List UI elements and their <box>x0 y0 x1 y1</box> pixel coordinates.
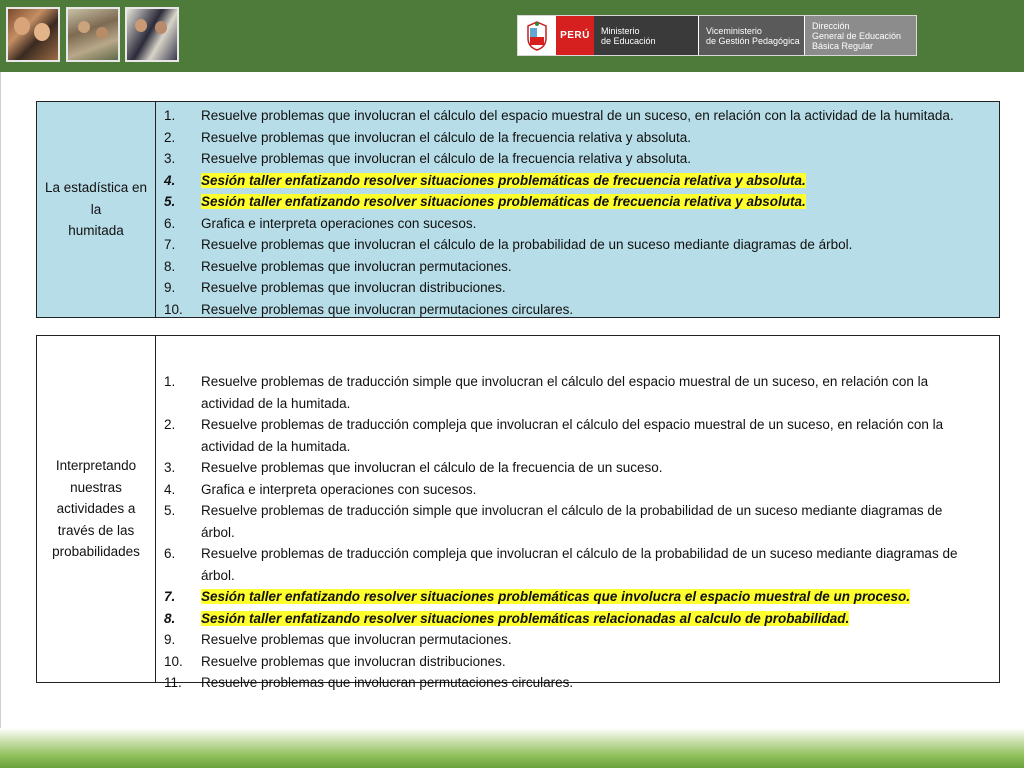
item-number: 9. <box>164 280 176 295</box>
photo-students <box>125 7 179 62</box>
list-item <box>156 479 999 501</box>
topic-line: nuestras <box>70 479 122 495</box>
item-text-content: Resuelve problemas que involucran el cálculo de la probabilidad de un suceso mediante diagramas de árbol. <box>201 237 853 252</box>
table-probabilidades <box>36 335 1000 690</box>
list-item <box>156 457 999 479</box>
item-text-content: Resuelve problemas que involucran distribuciones. <box>201 653 506 669</box>
list-item <box>156 170 999 192</box>
item-number: 5. <box>164 194 176 209</box>
item-text <box>201 299 999 321</box>
footer-band <box>0 728 1024 768</box>
list-item <box>156 299 999 321</box>
item-text <box>201 277 999 299</box>
item-number: 7. <box>164 237 176 252</box>
list-item <box>156 213 999 235</box>
list-item <box>156 191 999 213</box>
item-text-content: Resuelve problemas de traducción simple que involucran el cálculo de la probabilidad de un suceso mediante diagramas de árbol. <box>201 503 943 540</box>
items-cell <box>156 102 999 317</box>
item-text-content: Resuelve problemas que involucran el cálculo de la frecuencia relativa y absoluta. <box>201 129 692 145</box>
item-number: 4. <box>164 481 176 497</box>
item-text <box>201 148 999 170</box>
item-number: 6. <box>164 215 176 231</box>
item-text-content: Resuelve problemas que involucran el cálculo de la frecuencia relativa y absoluta. <box>201 151 692 166</box>
ministry-label: Ministerio de Educación <box>594 16 698 55</box>
item-text-content: Resuelve problemas de traducción simple que involucran el cálculo del espacio muestral de un suceso, en relación con la actividad de la humitada. <box>201 374 929 411</box>
list-item <box>156 234 999 256</box>
list-item <box>156 543 999 586</box>
item-text <box>201 414 999 457</box>
ministry-logo <box>517 15 917 56</box>
topic-line: La estadística en <box>44 180 148 196</box>
item-text-content: Resuelve problemas que involucran permutaciones. <box>201 632 512 647</box>
list-item <box>156 500 999 543</box>
item-text <box>201 213 999 235</box>
list-item <box>156 608 999 630</box>
list-item <box>156 629 999 651</box>
item-text <box>201 256 999 278</box>
item-number: 7. <box>164 589 176 604</box>
item-number: 2. <box>164 417 176 432</box>
item-number: 8. <box>164 610 176 626</box>
item-number: 8. <box>164 258 176 274</box>
list-item <box>156 651 999 673</box>
item-text <box>201 170 999 192</box>
list-item <box>156 148 999 170</box>
photo-children <box>6 7 60 62</box>
item-text-content: Grafica e interpreta operaciones con sucesos. <box>201 215 477 231</box>
item-text-content: Resuelve problemas que involucran el cálculo de la frecuencia de un suceso. <box>201 460 663 475</box>
item-number: 11. <box>164 675 182 690</box>
topic-cell <box>37 102 156 317</box>
list-item <box>156 414 999 457</box>
crest-icon <box>518 16 556 55</box>
items-cell <box>156 336 999 690</box>
item-number: 10. <box>164 301 183 317</box>
topic-line: través de las <box>57 522 135 538</box>
item-number: 1. <box>164 108 176 123</box>
item-number: 9. <box>164 632 176 647</box>
direction-label: Dirección General de Educación Básica Regular <box>804 16 916 55</box>
item-number: 3. <box>164 460 176 475</box>
list-item <box>156 277 999 299</box>
items-list <box>156 105 999 320</box>
item-text <box>201 608 999 630</box>
list-item <box>156 256 999 278</box>
item-text <box>201 479 999 501</box>
item-number: 10. <box>164 653 183 669</box>
item-number: 3. <box>164 151 176 166</box>
item-text <box>201 234 999 256</box>
item-number: 5. <box>164 503 176 518</box>
item-text-content: Resuelve problemas que involucran distribuciones. <box>201 280 506 295</box>
list-item <box>156 371 999 414</box>
viceministry-label: Viceministerio de Gestión Pedagógica <box>698 16 804 55</box>
topic-cell <box>37 336 156 682</box>
topic-line: Interpretando <box>55 458 137 474</box>
highlighted-text: Sesión taller enfatizando resolver situaciones problemáticas de frecuencia relativa y absoluta. <box>201 172 806 188</box>
topic-line: la <box>90 201 102 217</box>
item-text <box>201 127 999 149</box>
items-list <box>156 371 999 694</box>
photo-classroom <box>66 7 120 62</box>
topic-line: humitada <box>68 223 124 239</box>
item-text <box>201 500 999 543</box>
item-text <box>201 629 999 651</box>
item-number: 2. <box>164 129 176 145</box>
list-item <box>156 586 999 608</box>
item-text <box>201 191 999 213</box>
item-text <box>201 105 999 127</box>
list-item <box>156 672 999 694</box>
item-number: 1. <box>164 374 176 389</box>
item-text <box>201 543 999 586</box>
topic-line: probabilidades <box>52 544 140 560</box>
table-estadistica <box>36 101 1000 318</box>
item-text <box>201 457 999 479</box>
list-item <box>156 127 999 149</box>
item-number: 4. <box>164 172 176 188</box>
item-number: 6. <box>164 546 176 561</box>
header-band <box>0 0 1024 72</box>
highlighted-text: Sesión taller enfatizando resolver situaciones problemáticas relacionadas al calculo de probabilidad. <box>201 610 850 626</box>
item-text <box>201 371 999 414</box>
item-text <box>201 651 999 673</box>
slide-edge <box>0 72 1 728</box>
item-text-content: Resuelve problemas de traducción compleja que involucran el cálculo del espacio muestral de un suceso, en relación con la actividad de la humitada. <box>201 417 944 454</box>
item-text-content: Resuelve problemas que involucran permutaciones. <box>201 258 512 274</box>
item-text-content: Resuelve problemas que involucran permutaciones circulares. <box>201 301 574 317</box>
highlighted-text: Sesión taller enfatizando resolver situaciones problemáticas de frecuencia relativa y absoluta. <box>201 194 806 209</box>
topic-line: actividades a <box>56 501 136 517</box>
highlighted-text: Sesión taller enfatizando resolver situaciones problemáticas que involucra el espacio muestral de un proceso. <box>201 589 910 604</box>
item-text-content: Resuelve problemas que involucran permutaciones circulares. <box>201 675 574 690</box>
item-text-content: Grafica e interpreta operaciones con sucesos. <box>201 481 477 497</box>
peru-label: PERÚ <box>556 16 594 55</box>
item-text-content: Resuelve problemas de traducción compleja que involucran el cálculo de la probabilidad de un suceso mediante diagramas de árbol. <box>201 546 958 583</box>
item-text-content: Resuelve problemas que involucran el cálculo del espacio muestral de un suceso, en relación con la actividad de la humitada. <box>201 108 954 123</box>
item-text <box>201 586 999 608</box>
item-text <box>201 672 999 694</box>
list-item <box>156 105 999 127</box>
